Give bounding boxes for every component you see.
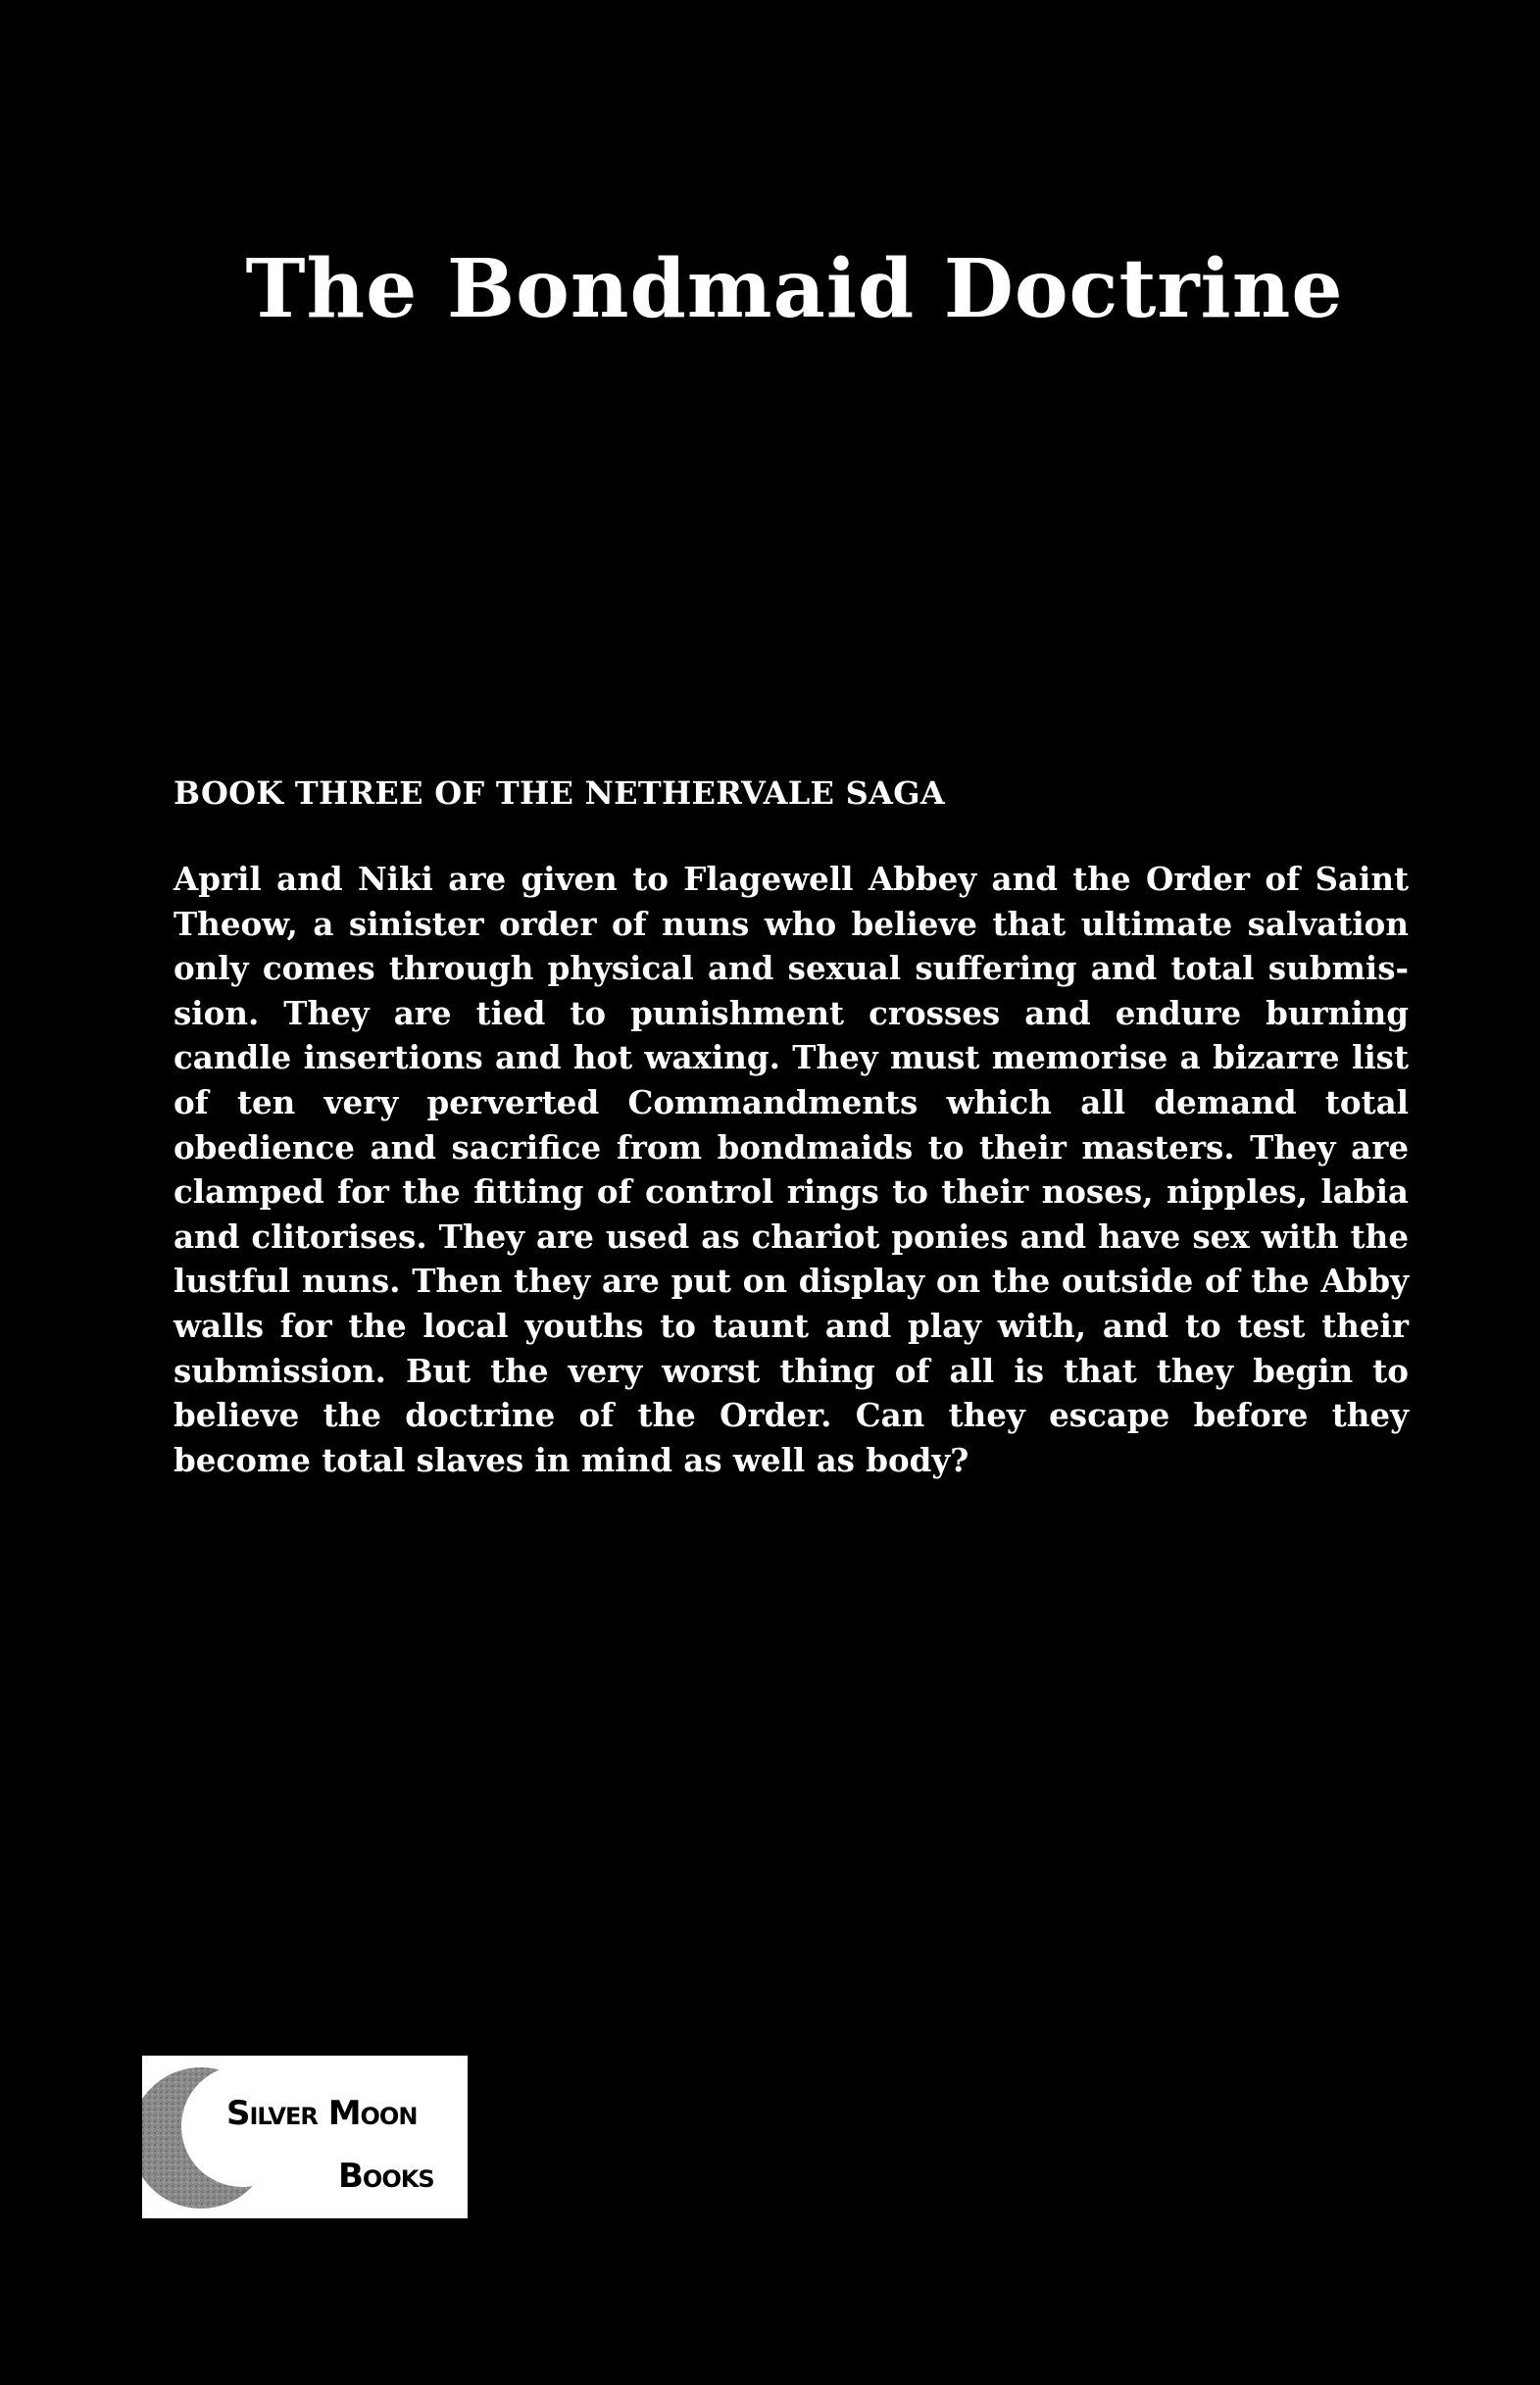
- book-blurb: April and Niki are given to Flagewell Abbey and the Order of Saint Theow, a sinister order of nuns who believe that ultimate salvation only comes through physical and sexual suffering and total submission. They are tied to punishment crosses and endure burning candle insertions and hot waxing. They must memorise a bizarre list of ten very perverted Commandments which all demand total obedience and sacrifice from bondmaids to their masters. They are clamped for the fitting of control rings to their noses, nipples, labia and clitorises. They are used as chariot ponies and have sex with the lustful nuns. Then they are put on display on the outside of the Abby walls for the local youths to taunt and play with, and to test their submission. But the very worst thing of all is that they begin to believe the doctrine of the Order. Can they escape before they become total slaves in mind as well as body?: [174, 860, 1409, 1479]
- publisher-name-line1: Silver Moon: [226, 2094, 418, 2133]
- series-line: BOOK THREE OF THE NETHERVALE SAGA: [174, 774, 945, 812]
- crescent-moon-icon: [142, 2056, 270, 2218]
- publisher-name-line2: Books: [338, 2157, 434, 2196]
- publisher-logo: [142, 2056, 468, 2218]
- book-title: The Bondmaid Doctrine: [245, 242, 1344, 336]
